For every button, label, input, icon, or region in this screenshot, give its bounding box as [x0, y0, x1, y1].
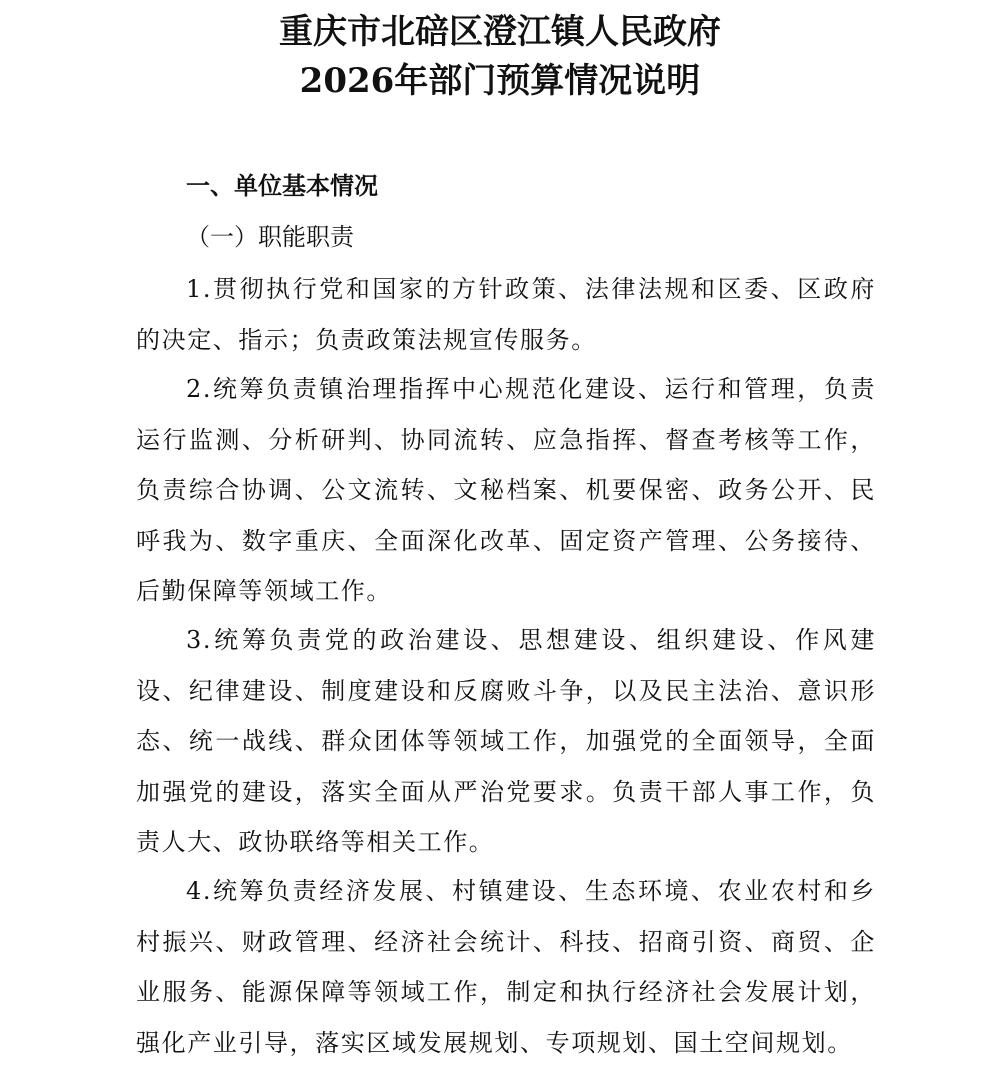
section-heading: 一、单位基本情况: [186, 171, 378, 200]
paragraph-2: 2.统筹负责镇治理指挥中心规范化建设、运行和管理，负责运行监测、分析研判、协同流转、应急指挥、督查考核等工作，负责综合协调、公文流转、文秘档案、机要保密、政务公开、民呼我为、数字重庆、全面深化改革、固定资产管理、公务接待、后勤保障等领域工作。: [136, 375, 876, 605]
paragraph-4: 4.统筹负责经济发展、村镇建设、生态环境、农业农村和乡村振兴、财政管理、经济社会统计、科技、招商引资、商贸、企业服务、能源保障等领域工作，制定和执行经济社会发展计划，强化产业引导，落实区域发展规划、专项规划、国土空间规划。: [136, 877, 876, 1057]
document-title-line2: 2026年部门预算情况说明: [299, 61, 701, 101]
subsection-heading: （一）职能职责: [186, 223, 354, 251]
paragraph-1: 1.贯彻执行党和国家的方针政策、法律法规和区委、区政府的决定、指示；负责政策法规宣传服务。: [136, 275, 876, 354]
paragraph-3: 3.统筹负责党的政治建设、思想建设、组织建设、作风建设、纪律建设、制度建设和反腐败斗争，以及民主法治、意识形态、统一战线、群众团体等领域工作，加强党的全面领导，全面加强党的建设，落实全面从严治党要求。负责干部人事工作，负责人大、政协联络等相关工作。: [136, 626, 876, 856]
document-title-line1: 重庆市北碚区澄江镇人民政府: [279, 12, 721, 52]
